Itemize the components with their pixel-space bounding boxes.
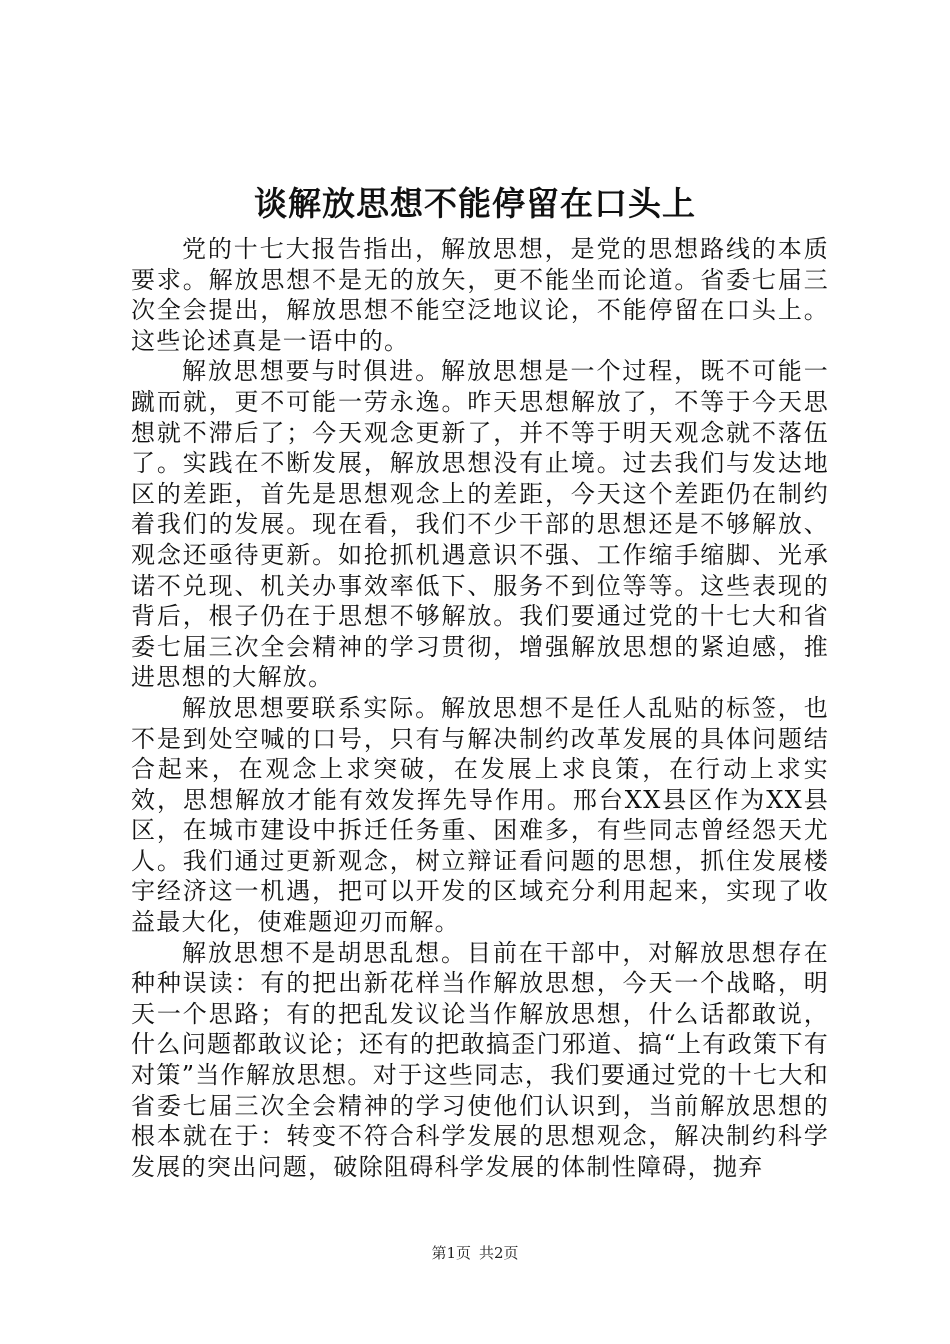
paragraph: 解放思想不是胡思乱想。目前在干部中，对解放思想存在种种误读：有的把出新花样当作解放思想，今天一个战略，明天一个思路；有的把乱发议论当作解放思想，什么话都敢说，什么问题都敢议论；还有的把敢搞歪门邪道、搞“上有政策下有对策”当作解放思想。对于这些同志，我们要通过党的十七大和省委七届三次全会精神的学习使他们认识到，当前解放思想的根本就在于：转变不符合科学发展的思想观念，解决制约科学发展的突出问题，破除阻碍科学发展的体制性障碍，抛弃 — [131, 938, 829, 1181]
page-number: 第1页 — [431, 1244, 471, 1262]
paragraph: 党的十七大报告指出，解放思想，是党的思想路线的本质要求。解放思想不是无的放矢，更不能坐而论道。省委七届三次全会提出，解放思想不能空泛地议论，不能停留在口头上。这些论述真是一语中的。 — [131, 235, 829, 355]
page-total: 共2页 — [479, 1244, 519, 1262]
document-body — [131, 234, 829, 1182]
document-title: 谈解放思想不能停留在口头上 — [254, 184, 696, 223]
paragraph: 解放思想要与时俱进。解放思想是一个过程，既不可能一蹴而就，更不可能一劳永逸。昨天思想解放了，不等于今天思想就不滞后了；今天观念更新了，并不等于明天观念就不落伍了。实践在不断发展，解放思想没有止境。过去我们与发达地区的差距，首先是思想观念上的差距，今天这个差距仍在制约着我们的发展。现在看，我们不少干部的思想还是不够解放、观念还亟待更新。如抢抓机遇意识不强、工作缩手缩脚、光承诺不兑现、机关办事效率低下、服务不到位等等。这些表现的背后，根子仍在于思想不够解放。我们要通过党的十七大和省委七届三次全会精神的学习贯彻，增强解放思想的紧迫感，推进思想的大解放。 — [131, 357, 829, 692]
paragraph: 解放思想要联系实际。解放思想不是任人乱贴的标签，也不是到处空喊的口号，只有与解决制约改革发展的具体问题结合起来，在观念上求突破，在发展上求良策，在行动上求实效，思想解放才能有效发挥先导作用。邢台XX县区作为XX县区，在城市建设中拆迁任务重、困难多，有些同志曾经怨天尤人。我们通过更新观念，树立辩证看问题的思想，抓住发展楼宇经济这一机遇，把可以开发的区域充分利用起来，实现了收益最大化，使难题迎刃而解。 — [131, 693, 829, 937]
page-footer — [0, 1243, 950, 1263]
